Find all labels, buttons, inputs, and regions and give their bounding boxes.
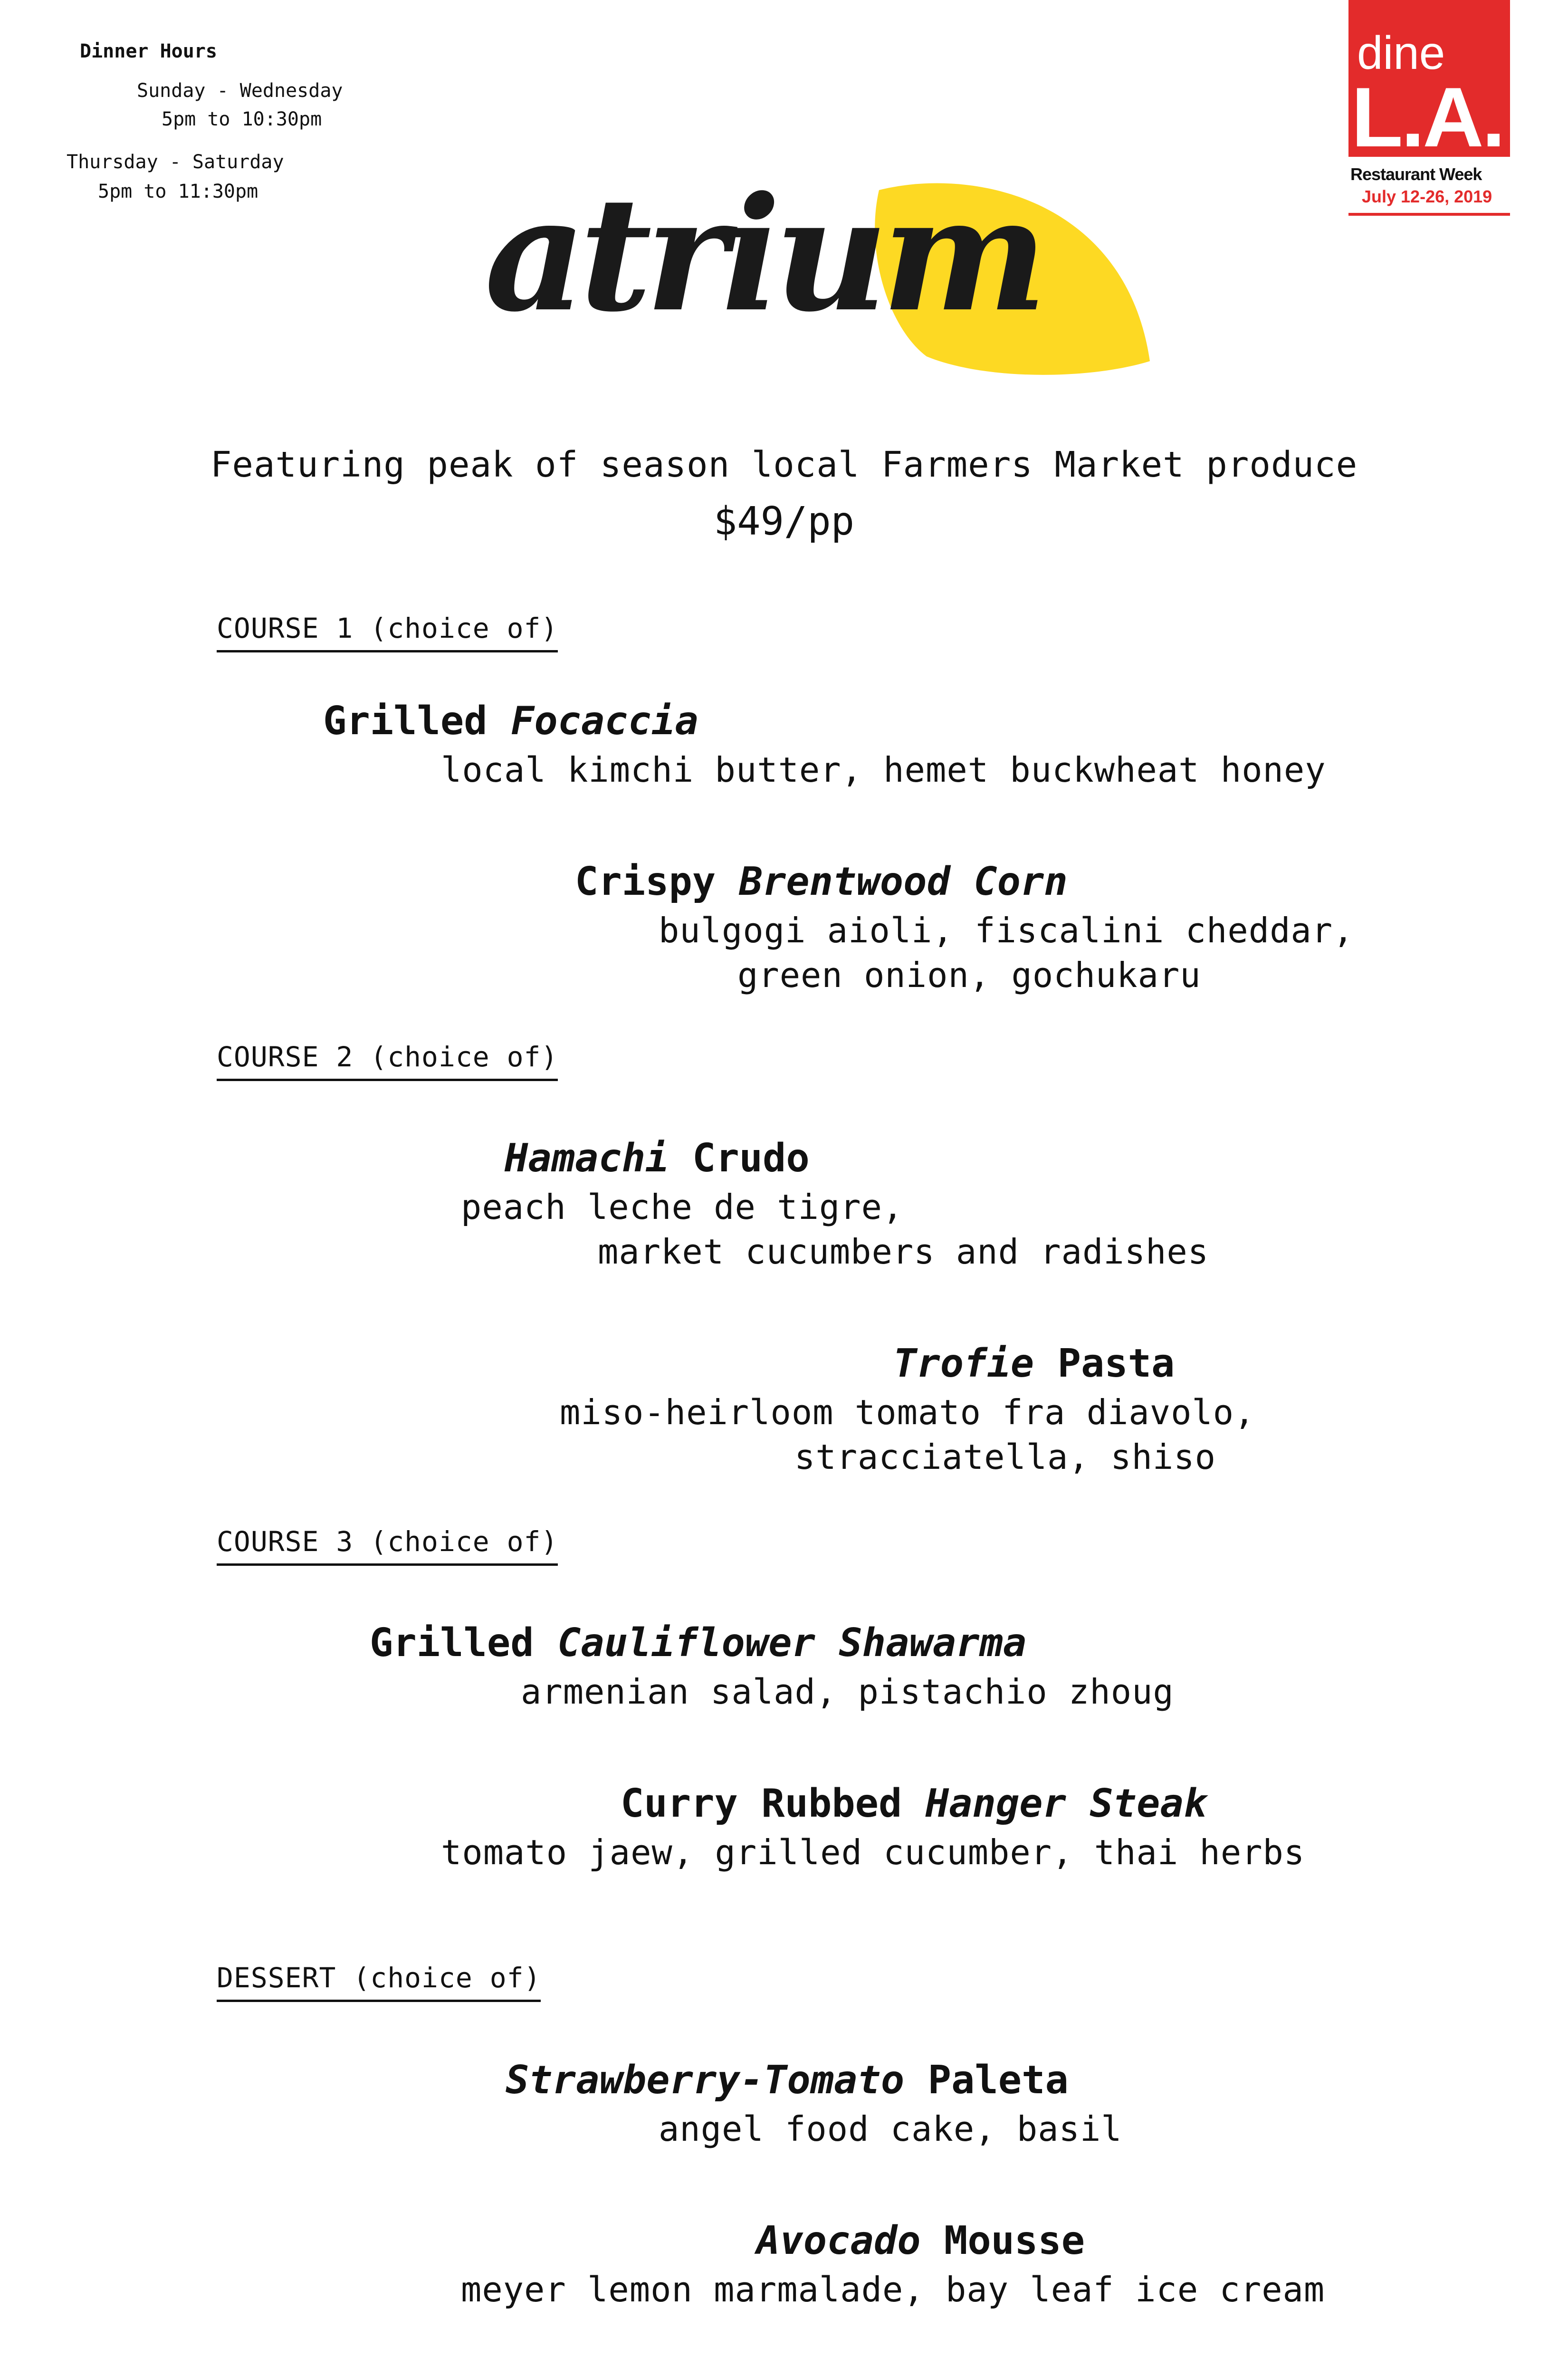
dish-title (575, 859, 1068, 904)
dish-description: market cucumbers and radishes (598, 1232, 1209, 1272)
dinela-badge (1348, 0, 1510, 164)
dish-title (893, 1341, 1175, 1386)
dish-description: angel food cake, basil (659, 2109, 1122, 2149)
dish-title-italic: Focaccia (510, 699, 698, 744)
dish-title (505, 1136, 810, 1181)
hours-days-1: Sunday - Wednesday (137, 80, 343, 102)
dish-description: armenian salad, pistachio zhoug (521, 1672, 1174, 1712)
dish-title-italic: Avocado (756, 2218, 921, 2263)
atrium-logo (470, 157, 1164, 394)
dinela-underline (1348, 213, 1510, 216)
dish-description: local kimchi butter, hemet buckwheat honey (441, 750, 1326, 790)
dish-title (323, 699, 698, 744)
dish-title (370, 1620, 1026, 1666)
dinela-dine-text: dine (1357, 27, 1445, 79)
menu-price: $49/pp (713, 499, 855, 544)
dish-title-plain: Crispy (575, 859, 739, 904)
atrium-wordmark: atrium (485, 162, 1041, 346)
dish-title-plain: Crudo (669, 1136, 810, 1181)
dish-title-plain: Paleta (904, 2058, 1069, 2103)
dish-description: miso-heirloom tomato fra diavolo, (560, 1392, 1255, 1432)
hours-time-1: 5pm to 10:30pm (162, 108, 322, 130)
dish-title-italic: Brentwood Corn (739, 859, 1068, 904)
dish-description: tomato jaew, grilled cucumber, thai herbs (441, 1832, 1305, 1872)
dish-description: bulgogi aioli, fiscalini cheddar, (659, 910, 1354, 950)
dish-description: peach leche de tigre, (461, 1187, 904, 1227)
dish-title-italic: Trofie (893, 1341, 1034, 1386)
dinela-la-text: L.A. (1351, 70, 1504, 164)
dish-title-italic: Cauliflower Shawarma (557, 1620, 1027, 1666)
dish-title-plain: Pasta (1034, 1341, 1175, 1386)
course-3-heading: COURSE 3 (choice of) (217, 1525, 558, 1566)
course-2-heading: COURSE 2 (choice of) (217, 1041, 558, 1081)
hours-days-2: Thursday - Saturday (67, 151, 284, 173)
dish-title (756, 2218, 1085, 2263)
menu-tagline: Featuring peak of season local Farmers Market produce (210, 444, 1358, 485)
dish-description: stracciatella, shiso (794, 1437, 1216, 1477)
dish-title-plain: Grilled (323, 699, 511, 744)
dish-description: green onion, gochukaru (737, 955, 1201, 995)
dish-title-plain: Grilled (370, 1620, 557, 1666)
dinela-event-name: Restaurant Week (1350, 164, 1482, 184)
dinela-logo (1348, 0, 1510, 221)
dish-title-plain: Curry Rubbed (621, 1781, 926, 1826)
course-1-heading: COURSE 1 (choice of) (217, 612, 558, 652)
dessert-heading: DESSERT (choice of) (217, 1962, 541, 2002)
dish-title-italic: Hanger Steak (925, 1781, 1207, 1826)
dish-title (621, 1781, 1207, 1826)
dinner-hours-title: Dinner Hours (80, 40, 217, 62)
dish-title-italic: Hamachi (505, 1136, 669, 1181)
hours-time-2: 5pm to 11:30pm (98, 181, 258, 202)
dish-title-plain: Mousse (920, 2218, 1085, 2263)
dish-description: meyer lemon marmalade, bay leaf ice cream (461, 2270, 1325, 2309)
dinela-event-dates: July 12-26, 2019 (1362, 187, 1492, 206)
dish-title-italic: Strawberry-Tomato (506, 2058, 905, 2103)
dish-title (506, 2058, 1069, 2103)
